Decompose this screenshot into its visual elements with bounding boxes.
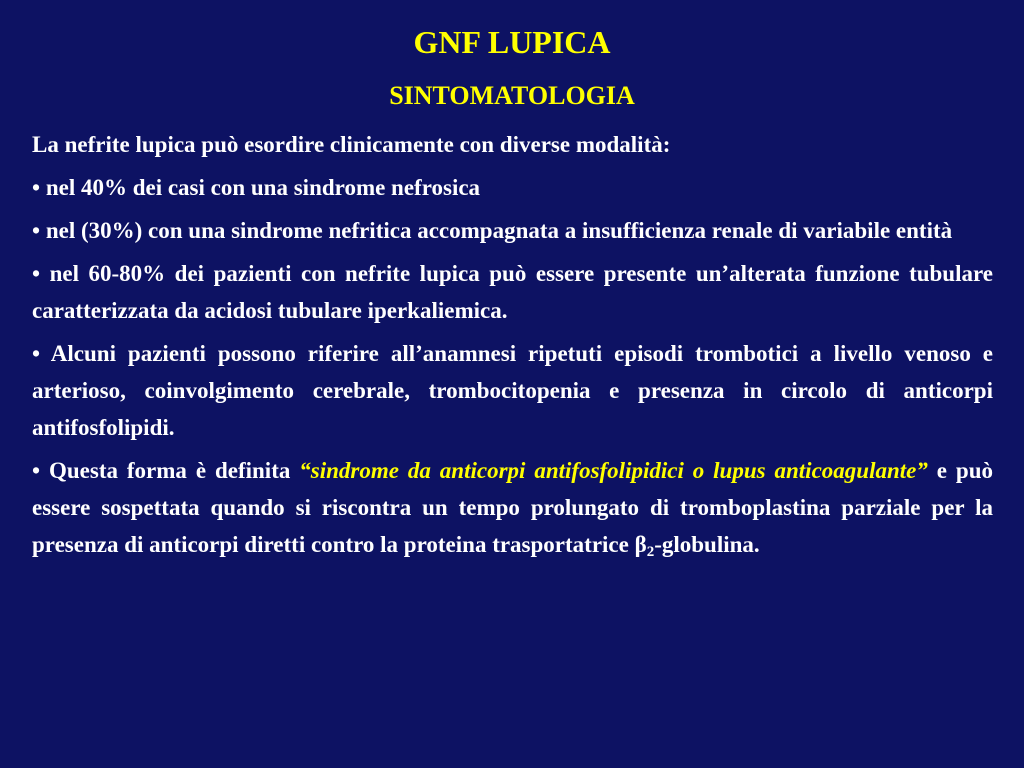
- bullet-marker: •: [32, 175, 41, 200]
- slide-content: [32, 126, 993, 569]
- bullet-marker: •: [32, 341, 41, 366]
- bullet-text: nel 40% dei casi con una sindrome nefrosica: [45, 175, 481, 200]
- definition-lead-text: Questa forma è definita: [48, 458, 300, 483]
- syndrome-name-emphasis: “sindrome da anticorpi antifosfolipidici o lupus anticoagulante”: [299, 458, 928, 483]
- slide-title: GNF LUPICA: [413, 24, 611, 60]
- intro-text: La nefrite lupica può esordire clinicamente con diverse modalità:: [32, 132, 671, 157]
- bullet-item-definition: [32, 452, 993, 563]
- bullet-text: Alcuni pazienti possono riferire all’anamnesi ripetuti episodi trombotici a livello venoso e arterioso, coinvolgimento cerebrale, trombocitopenia e presenza in circolo di anticorpi antifosfolipidi.: [32, 341, 993, 440]
- definition-tail-text: -globulina.: [654, 532, 760, 557]
- bullet-item: [32, 335, 993, 446]
- bullet-item: [32, 169, 993, 206]
- bullet-marker: •: [32, 261, 41, 286]
- bullet-item: [32, 255, 993, 329]
- slide-subtitle: SINTOMATOLOGIA: [389, 81, 635, 110]
- bullet-item: [32, 212, 993, 249]
- bullet-text: nel (30%) con una sindrome nefritica accompagnata a insufficienza renale di variabile entità: [45, 218, 953, 243]
- beta-subscript: 2: [646, 544, 655, 560]
- bullet-marker: •: [32, 218, 41, 243]
- definition-body-text: e può essere sospettata quando si riscontra un tempo prolungato di tromboplastina parziale per la presenza di anticorpi diretti contro la proteina trasportatrice β: [32, 458, 993, 557]
- bullet-marker: •: [32, 458, 41, 483]
- bullet-text: nel 60-80% dei pazienti con nefrite lupica può essere presente un’alterata funzione tubulare caratterizzata da acidosi tubulare iperkaliemica.: [32, 261, 993, 323]
